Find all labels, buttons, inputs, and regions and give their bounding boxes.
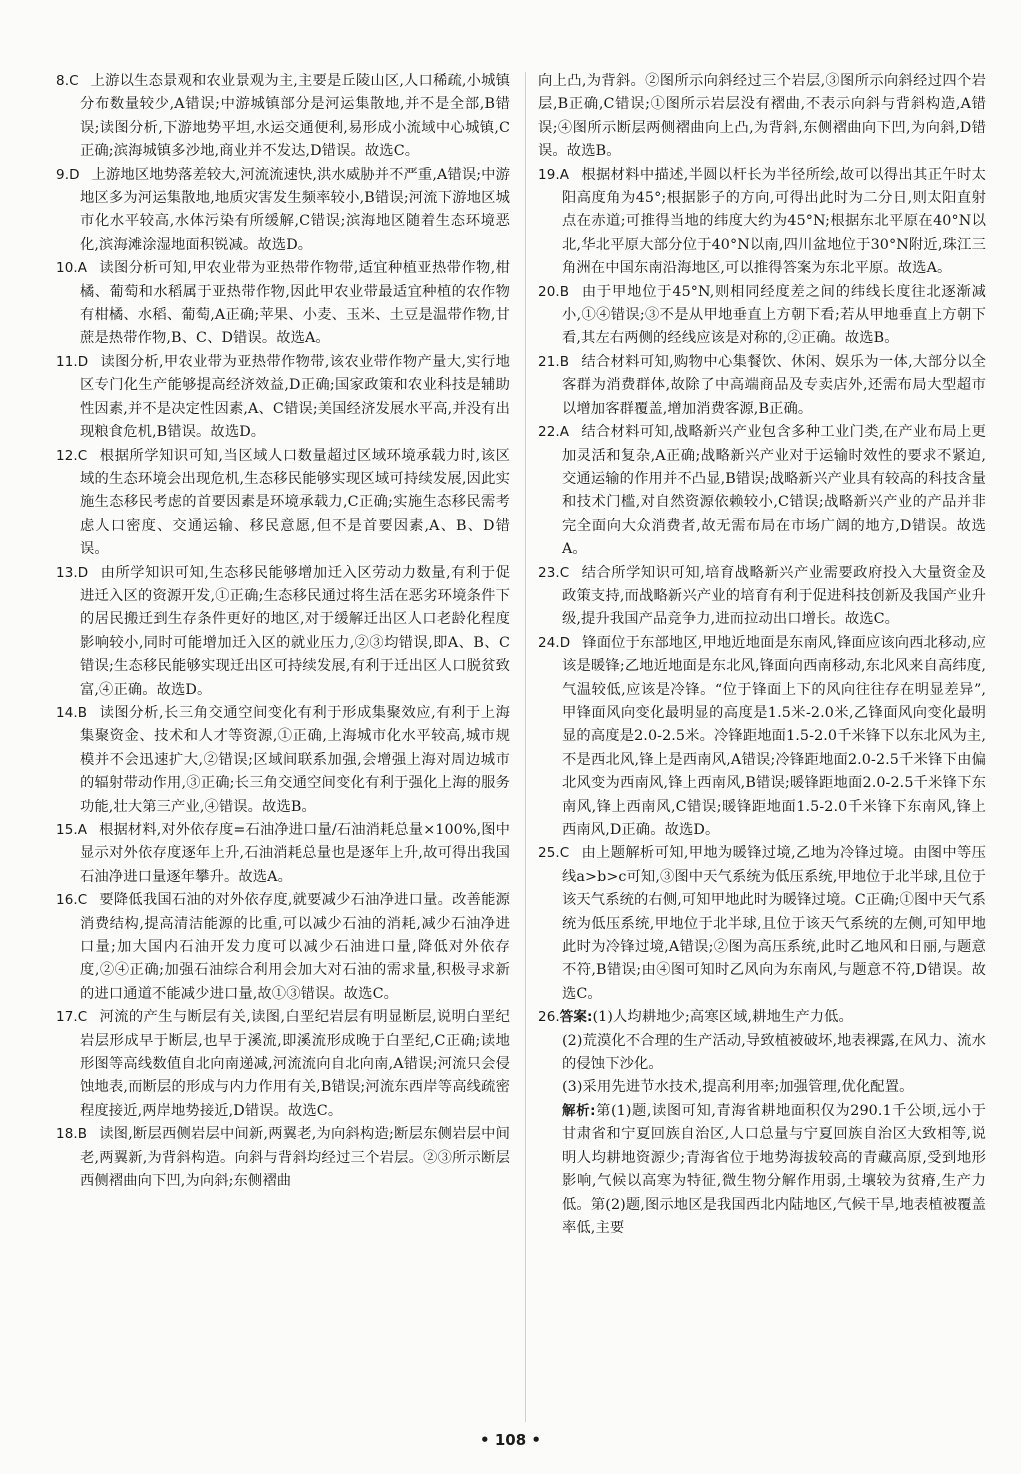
answer-item — [538, 351, 986, 421]
analysis-block: 解析:第(1)题,读图可知,青海省耕地面积仅为290.1千公顷,远小于甘肃省和宁夏回族自治区,人口总量与宁夏回族自治区大致相等,说明人均耕地资源少;青海省位于地势海拔较高的青藏高原,受到地形影响,气候以高寒为特征,微生物分解作用弱,土壤较为贫瘠,生产力低。第(2)题,图示地区是我国西北内陆地区,气候干旱,地表植被覆盖率低,主要 — [562, 1102, 987, 1236]
answer-part-1: (1)人均耕地少;高寒区域,耕地生产力低。 — [592, 1009, 853, 1026]
answer-number: 26. — [538, 1009, 560, 1026]
answer-text: 由于甲地位于45°N,则相同经度差之间的纬线长度往北逐渐减小,①④错误;③不是从甲地垂直上方朝下看;若从甲地垂直上方朝下看,其左右两侧的经线应该是对称的,②正确。故选B。 — [562, 283, 986, 347]
answer-item — [538, 421, 986, 561]
answer-number: 15.A — [56, 822, 88, 838]
answer-item — [538, 842, 986, 1006]
answer-text: 根据所学知识可知,当区域人口数量超过区域环境承载力时,该区域的生态环境会出现危机,生态移民能够实现区域可持续发展,因此实施生态移民考虑的首要因素是环境承载力,C正确;实施生态移民需考虑人口密度、交通运输、移民意愿,但不是首要因素,A、B、D错误。 — [80, 447, 510, 558]
answer-number: 9.D — [56, 166, 80, 183]
answer-item — [56, 889, 510, 1006]
answer-item — [56, 562, 510, 702]
answer-text: 结合材料可知,战略新兴产业包含多种工业门类,在产业布局上更加灵活和复杂,A正确;战略新兴产业对于运输时效性的要求不紧迫,交通运输的作用并不凸显,B错误;战略新兴产业具有较高的科技含量和技术门槛,对自然资源依赖较小,C错误;战略新兴产业的产品并非完全面向大众消费者,故无需布局在市场广阔的地方,D错误。故选A。 — [562, 424, 986, 558]
answer-number: 8.C — [56, 73, 79, 89]
answer-text: 上游以生态景观和农业景观为主,主要是丘陵山区,人口稀疏,小城镇分布数量较少,A错误;中游城镇部分是河运集散地,并不是全部,B错误;读图分析,下游地势平坦,水运交通便利,易形成小流域中心城镇,C正确;滨海城镇多沙地,商业并不发达,D错误。故选C。 — [80, 73, 510, 160]
answer-text: 根据材料,对外依存度=石油净进口量/石油消耗总量×100%,图中显示对外依存度逐年上升,石油消耗总量也是逐年上升,故可得出我国石油净进口量逐年攀升。故选A。 — [80, 822, 510, 885]
right-column-items — [538, 70, 986, 1006]
answer-text: 读图分析,长三角交通空间变化有利于形成集聚效应,有利于上海集聚资金、技术和人才等资源,①正确,上海城市化水平较高,城市规模并不会迅速扩大,②错误;区域间联系加强,会增强上海对周边城市的辐射带动作用,③正确;长三角交通空间变化有利于强化上海的服务功能,壮大第三产业,④错误。故选B。 — [80, 704, 510, 815]
answer-text: 结合所学知识可知,培育战略新兴产业需要政府投入大量资金及政策支持,而战略新兴产业的培育有利于促进科技创新及我国产业升级,提升我国产品竞争力,进而拉动出口增长。故选C。 — [562, 564, 986, 628]
answer-item — [56, 445, 510, 562]
answer-text: 由所学知识可知,生态移民能够增加迁入区劳动力数量,有利于促进迁入区的资源开发,①正确;生态移民通过将生活在恶劣环境条件下的居民搬迁到生存条件更好的地区,对于缓解迁出区人口老龄化程度影响较小,同时可能增加迁入区的就业压力,②③均错误,即A、B、C错误;生态移民能够实现迁出区可持续发展,有利于迁出区人口脱贫致富,④正确。故选D。 — [80, 564, 510, 698]
answer-number: 16.C — [56, 892, 88, 909]
answer-number: 12.C — [56, 447, 88, 464]
left-column — [56, 70, 510, 1194]
answer-number: 13.D — [56, 564, 89, 581]
answer-number: 10.A — [56, 260, 88, 277]
answer-text: 锋面位于东部地区,甲地近地面是东南风,锋面应该向西北移动,应该是暖锋;乙地近地面是东北风,锋面向西南移动,东北风来自高纬度,气温较低,应该是冷锋。“位于锋面上下的风向往往存在明显差异”,甲锋面风向变化最明显的高度是1.5米-2.0米,乙锋面风向变化最明显的高度是2.0-2.5米。冷锋距地面1.5-2.0千米锋下以东北风为主,不是西北风,锋上是西南风,A错误;冷锋距地面2.0-2.5千米锋下由偏北风变为西南风,锋上西南风,B错误;暖锋距地面2.0-2.5千米锋下东南风,锋上西南风,C错误;暖锋距地面1.5-2.0千米锋下东南风,锋上西南风,D正确。故选D。 — [562, 634, 986, 838]
answer-number: 21.B — [538, 353, 570, 370]
answer-item — [56, 1123, 510, 1193]
answer-number: 19.A — [538, 166, 570, 183]
answer-item — [56, 257, 510, 351]
answer-number: 25.C — [538, 845, 570, 862]
answer-item — [538, 632, 986, 843]
answer-number: 23.C — [538, 564, 570, 581]
answer-item — [56, 351, 510, 445]
answer-part-2: (2)荒漠化不合理的生产活动,导致植被破坏,地表裸露,在风力、流水的侵蚀下沙化。 — [562, 1032, 986, 1073]
answer-text: 河流的产生与断层有关,读图,白垩纪岩层有明显断层,说明白垩纪岩层形成早于断层,也早于溪流,即溪流形成晚于白垩纪,C正确;读地形图等高线数值自北向南递减,河流流向自北向南,A错误;河流只会侵蚀地表,而断层的形成与内力作用有关,B错误;河流东西岸等高线疏密程度接近,两岸地势接近,D错误。故选C。 — [80, 1009, 510, 1119]
answer-text: 上游地区地势落差较大,河流流速快,洪水威胁并不严重,A错误;中游地区多为河运集散地,地质灾害发生频率较小,B错误;河流下游地区城市化水平较高,水体污染有所缓解,C错误;滨海地区随着生态环境恶化,滨海滩涂湿地面积锐减。故选D。 — [80, 166, 510, 253]
page-number: • 108 • — [480, 1431, 541, 1449]
analysis-text: 第(1)题,读图可知,青海省耕地面积仅为290.1千公顷,远小于甘肃省和宁夏回族自治区,人口总量与宁夏回族自治区大致相等,说明人均耕地资源少;青海省位于地势海拔较高的青藏高原,受到地形影响,气候以高寒为特征,微生物分解作用弱,土壤较为贫瘠,生产力低。第(2)题,图示地区是我国西北内陆地区,气候干旱,地表植被覆盖率低,主要 — [562, 1102, 987, 1236]
answer-item-26: 26.答案:(1)人均耕地少;高寒区域,耕地生产力低。 — [538, 1009, 853, 1026]
page-number-value: 108 — [494, 1431, 527, 1449]
answer-text: 由上题解析可知,甲地为暖锋过境,乙地为冷锋过境。由图中等压线a>b>c可知,③图中天气系统为低压系统,甲地位于北半球,且位于该天气系统的右侧,可知甲地此时为暖锋过境。C正确;①图中天气系统为低压系统,甲地位于北半球,且位于该天气系统的左侧,可知甲地此时为冷锋过境,A错误;②图为高压系统,此时乙地风和日丽,与题意不符,B错误;由④图可知时乙风向为东南风,与题意不符,D错误。故选C。 — [562, 845, 986, 1002]
answer-text: 结合材料可知,购物中心集餐饮、休闲、娱乐为一体,大部分以全客群为消费群体,故除了中高端商品及专卖店外,还需布局大型超市以增加客群覆盖,增加消费客源,B正确。 — [562, 353, 986, 417]
answer-item — [56, 164, 510, 258]
answer-number: 24.D — [538, 634, 571, 651]
right-column — [538, 70, 986, 1240]
answer-item — [56, 1006, 510, 1123]
answer-number: 14.B — [56, 704, 88, 721]
answer-item — [538, 70, 986, 164]
answer-part-3: (3)采用先进节水技术,提高利用率;加强管理,优化配置。 — [562, 1079, 914, 1096]
answer-number: 18.B — [56, 1126, 88, 1143]
answer-text: 读图分析可知,甲农业带为亚热带作物带,适宜种植亚热带作物,柑橘、葡萄和水稻属于亚热带作物,因此甲农业带最适宜种植的农作物有柑橘、水稻、葡萄,A正确;苹果、小麦、玉米、土豆是温带作物,甘蔗是热带作物,B、C、D错误。故选A。 — [80, 260, 510, 347]
answer-text: 读图,断层西侧岩层中间新,两翼老,为向斜构造;断层东侧岩层中间老,两翼新,为背斜构造。向斜与背斜均经过三个岩层。②③所示断层西侧褶曲向下凹,为向斜;东侧褶曲 — [80, 1126, 510, 1190]
answer-item — [538, 164, 986, 281]
answer-text: 根据材料中描述,半圆以杆长为半径所绘,故可以得出其正午时太阳高度角为45°;根据影子的方向,可得出此时为二分日,则太阳直射点在赤道;可推得当地的纬度大约为45°N;根据东北平原在40°N以北,华北平原大部分位于40°N以南,四川盆地位于30°N附近,珠江三角洲在中国东南沿海地区,可以推得答案为东北平原。故选A。 — [562, 166, 986, 277]
answer-item — [56, 702, 510, 819]
answer-item — [56, 70, 510, 164]
answer-text: 要降低我国石油的对外依存度,就要减少石油净进口量。改善能源消费结构,提高清洁能源的比重,可以减少石油的消耗,减少石油净进口量;加大国内石油开发力度可以减少石油进口量,降低对外依存度,②④正确;加强石油综合利用会加大对石油的需求量,积极寻求新的进口通道不能减少进口量,故①③错误。故选C。 — [80, 892, 510, 1002]
analysis-label: 解析 — [562, 1102, 591, 1119]
answer-item — [56, 819, 510, 889]
answer-text: 向上凸,为背斜。②图所示向斜经过三个岩层,③图所示向斜经过四个岩层,B正确,C错误;①图所示岩层没有褶曲,不表示向斜与背斜构造,A错误;④图所示断层两侧褶曲向上凸,为背斜,东侧褶曲向下凹,为向斜,D错误。故选B。 — [538, 73, 986, 160]
answer-item — [538, 281, 986, 351]
answer-text: 读图分析,甲农业带为亚热带作物带,该农业带作物产量大,实行地区专门化生产能够提高经济效益,D正确;国家政策和农业科技是辅助性因素,并不是决定性因素,A、C错误;美国经济发展水平高,并没有出现粮食危机,B错误。故选D。 — [80, 353, 510, 441]
answer-number: 17.C — [56, 1009, 88, 1026]
answer-number: 11.D — [56, 353, 89, 370]
answer-number: 22.A — [538, 424, 570, 441]
answer-label: 答案 — [559, 1009, 587, 1026]
answer-item — [538, 562, 986, 632]
answer-number: 20.B — [538, 283, 570, 300]
column-divider — [525, 72, 526, 1422]
